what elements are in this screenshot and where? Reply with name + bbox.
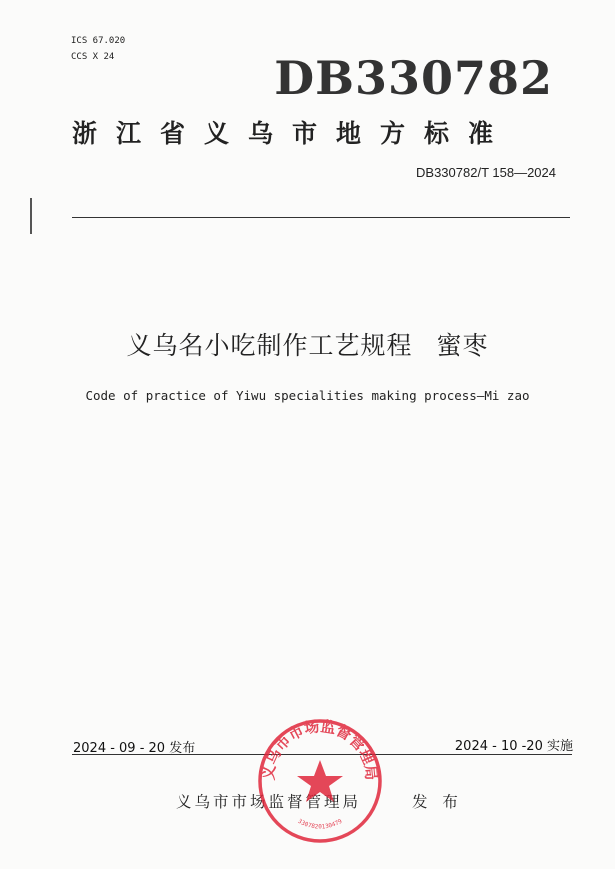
svg-text:3307820130479 bbox=[297, 818, 344, 831]
ccs-code: CCS X 24 bbox=[71, 52, 115, 62]
title-sub: 蜜枣 bbox=[436, 331, 489, 360]
title-main: 义乌名小吃制作工艺规程 bbox=[126, 331, 413, 360]
ics-code: ICS 67.020 bbox=[71, 36, 126, 46]
issuer-name: 义乌市市场监督管理局 bbox=[176, 793, 362, 811]
standard-number: DB330782/T 158—2024 bbox=[416, 165, 556, 180]
seal-serial: 3307820130479 bbox=[296, 817, 344, 831]
classification-codes bbox=[71, 33, 125, 65]
document-title bbox=[0, 328, 615, 364]
seal-text: 义乌市市场监督管理局 bbox=[259, 717, 381, 782]
scan-edge-mark bbox=[30, 198, 32, 234]
publish-date: 2024 - 09 - 20 发布 bbox=[73, 741, 196, 756]
english-title: Code of practice of Yiwu specialities making process—Mi zao bbox=[85, 388, 530, 403]
implement-date: 2024 - 10 -20 实施 bbox=[454, 739, 573, 754]
standard-code: DB330782 bbox=[274, 51, 553, 105]
official-seal-icon bbox=[255, 716, 385, 846]
issue-label: 发 布 bbox=[412, 793, 463, 811]
standard-type: 浙江省义乌市地方标准 bbox=[72, 119, 513, 148]
header-divider bbox=[72, 217, 570, 218]
